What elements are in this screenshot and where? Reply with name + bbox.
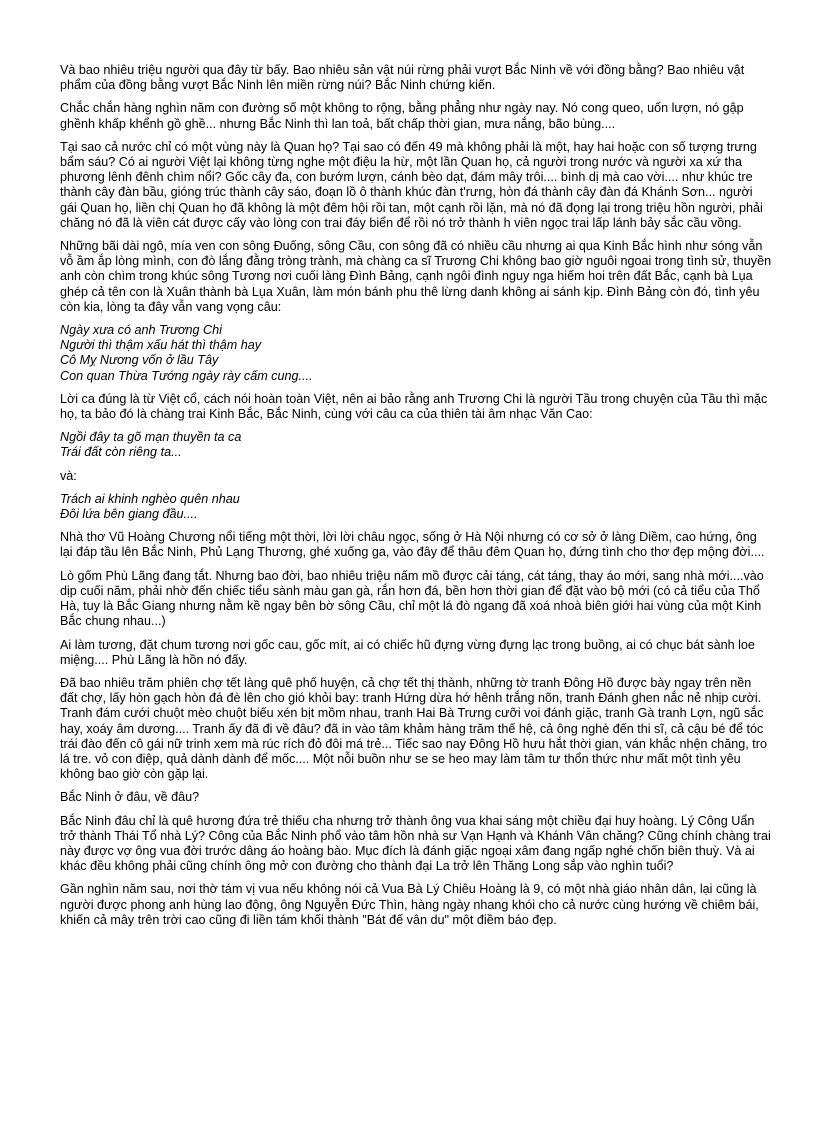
paragraph-9: Ai làm tương, đặt chum tương nơi gốc cau, gốc mít, ai có chiếc hũ đựng vừng đựng lạc trong buồng, ai có chục bát sành loe miệng.... Phù Lãng là hồn nó đấy. (60, 637, 755, 667)
paragraph-2: Chắc chắn hàng nghìn năm con đường số một không to rộng, bằng phẳng như ngày nay. Nó cong queo, uốn lượn, nó gập ghềnh khấp khểnh gồ ghề... nhưng Bắc Ninh thì lan toả, bất chấp thời gian, mưa nắng, bão bùng.... (60, 101, 744, 131)
verse-line: Trách ai khinh nghèo quên nhau (60, 491, 240, 506)
verse-line: Trái đất còn riêng ta... (60, 445, 182, 460)
verse-line: Ngày xưa có anh Trương Chi (60, 323, 222, 338)
paragraph-10: Đã bao nhiêu trăm phiên chợ tết làng quê phố huyện, cả chợ tết thị thành, những tờ tranh Đông Hồ được bày ngay trên nền đất chợ, lấy hòn gạch hòn đá đè lên cho gió khỏi bay: tranh Hứng dừa hớ hênh trắng nõn, tranh Đánh ghen nắc nẻ nhịp cười. Tranh đám cưới chuột mèo chuột biếu xén bịt mồm nhau, tranh Hai Bà Trưng cưỡi voi đánh giặc, tranh Gà tranh Lợn, ngũ sắc hay, xoáy âm dương.... Tranh ấy đã đi về đâu? đã in vào tâm khảm hàng trăm thế hệ, cả ông nghè đến thi sĩ, cả cậu bé để tóc trái đào đến cô gái nữ trinh xem mà rúc rích đỏ đôi má trẻ... Tiếc sao nay Đông Hồ hưu hắt thời gian, ván khắc nhện chăng, tro lá tre. vỏ con điệp, quả dành dành để mốc.... Một nỗi buồn như se se heo may làm tâm tư thổn thức như mất một tình yêu không bao giờ còn gặp lại. (60, 675, 767, 782)
verse-stanza-2 (60, 430, 772, 460)
paragraph-3: Tại sao cả nước chỉ có một vùng này là Quan họ? Tại sao có đến 49 mà không phải là một, hay hai hoặc con số tượng trưng bẩm sáu? Có ai người Việt lại không từng nghe một điệu la hừ, một lần Quan họ, cả người trong nước và người xa xứ tha phương lênh đênh chìm nổi? Gốc cây đa, con bướm lượn, cánh bèo dạt, đám mây trôi.... bình dị mà cao vời.... như khúc tre thành cây đàn bầu, gióng trúc thành cây sáo, đoạn lồ ô thành khúc đàn t'rưng, hòn đá thành cây đàn đá Khánh Sơn... người gái Quan họ, liền chị Quan họ đã không là một đêm hội rồi tan, một cạnh rồi lặn, mà nó đã đọng lại trong triệu hồn người, phải chăng nó đã là viên cát được cấy vào lòng con trai đáy biển để rồi nó trở thành h viên ngọc trai lấp lánh bảy sắc cầu vồng. (60, 139, 763, 230)
paragraph-7: Nhà thơ Vũ Hoàng Chương nổi tiếng một thời, lời lời châu ngọc, sống ở Hà Nội nhưng có cơ sở ở làng Diềm, cao hứng, ông lại đáp tầu lên Bắc Ninh, Phủ Lạng Thương, ghé xuống ga, vào đây để thâu đêm Quan họ, đứng tình cho thơ đẹp mộng đời.... (60, 530, 765, 560)
verse-line: Đôi lứa bên giang đầu.... (60, 507, 198, 522)
paragraph-13: Gần nghìn năm sau, nơi thờ tám vị vua nếu không nói cả Vua Bà Lý Chiêu Hoàng là 9, có một nhà giáo nhân dân, lại cũng là người được phong anh hùng lao động, ông Nguyễn Đức Thìn, hàng ngày nhang khói cho cả nước cùng hướng về chiêm bái, khiến cả mây trên trời cao cũng đi liền tám khối thành "Bát đế vân du" một điềm báo đẹp. (60, 882, 759, 927)
verse-stanza-3 (60, 492, 772, 522)
paragraph-8: Lò gốm Phù Lãng đang tắt. Nhưng bao đời, bao nhiêu triệu nấm mồ được cải táng, cát táng, thay áo mới, sang nhà mới....vào dịp cuối năm, phải nhờ đến chiếc tiểu sành màu gan gà, rắn hơn đá, bền hơn thời gian để đặt vào bộ mới (có cả tiểu của Thổ Hà, tuy là Bắc Giang nhưng nằm kề ngay bên bờ sông Cầu, chỉ một lá đò ngang đã xoá nhoà biên giới hai vùng của một Kinh Bắc chung nhau...) (60, 568, 764, 629)
verse-stanza-1 (60, 323, 772, 384)
paragraph-4: Những bãi dài ngô, mía ven con sông Đuống, sông Cầu, con sông đã có nhiều cầu nhưng ai qua Kinh Bắc hình như sóng vẫn vỗ ầm ắp lòng mình, con đò lắng đằng tròng trành, mà chàng ca sĩ Trương Chi không bao giờ nguôi ngoai trong tình sử, thuyền anh còn chìm trong khúc sông Tương nơi cuối làng Đình Bảng, cạnh ngôi đình nguy nga hiếm hoi trên đất Bắc, cạnh bà Lụa ghép cả tên con là Xuân thành bà Lụa Xuân, làm món bánh phu thê lừng danh không ai sánh kịp. Đình Bảng còn đó, tình yêu còn kia, lòng ta đây vẫn vang vọng câu: (60, 239, 772, 314)
verse-line: Cô Mỵ Nương vốn ở lầu Tây (60, 353, 219, 368)
verse-line: Con quan Thừa Tướng ngày rày cấm cung.... (60, 368, 313, 383)
paragraph-6: và: (60, 468, 77, 483)
paragraph-12: Bắc Ninh đâu chỉ là quê hương đứa trẻ thiếu cha nhưng trở thành ông vua khai sáng một chiều đại huy hoàng. Lý Công Uẩn trở thành Thái Tổ nhà Lý? Công của Bắc Ninh phổ vào tâm hồn nhà sư Vạn Hạnh và Khánh Vân chăng? Cũng chính chàng trai này được vợ ông vua đời trước dâng áo hoàng bào. Mục đích là đánh giặc ngoại xâm đang ngấp nghé chốn biên thuỳ. Và ai khác đều không phải cũng chính ông mở con đường cho thành đại La trở lên Thăng Long sắp vào nghìn tuổi? (60, 813, 771, 874)
verse-line: Người thì thậm xấu hát thì thậm hay (60, 338, 262, 353)
paragraph-1: Và bao nhiêu triệu người qua đây từ bấy. Bao nhiêu sản vật núi rừng phải vượt Bắc Ninh về với đồng bằng? Bao nhiêu vật phẩm của đồng bằng vượt Bắc Ninh lên miền rừng núi? Bắc Ninh chứng kiến. (60, 63, 745, 93)
paragraph-5: Lời ca đúng là từ Việt cổ, cách nói hoàn toàn Việt, nên ai bảo rằng anh Trương Chi là người Tầu trong chuyện của Tầu thì mặc họ, ta bảo đó là chàng trai Kinh Bắc, Bắc Ninh, cùng với câu ca của thiên tài âm nhạc Văn Cao: (60, 391, 768, 422)
document-page (60, 63, 772, 936)
verse-line: Ngồi đây ta gõ mạn thuyền ta ca (60, 430, 242, 445)
paragraph-11: Bắc Ninh ở đâu, về đâu? (60, 790, 200, 805)
